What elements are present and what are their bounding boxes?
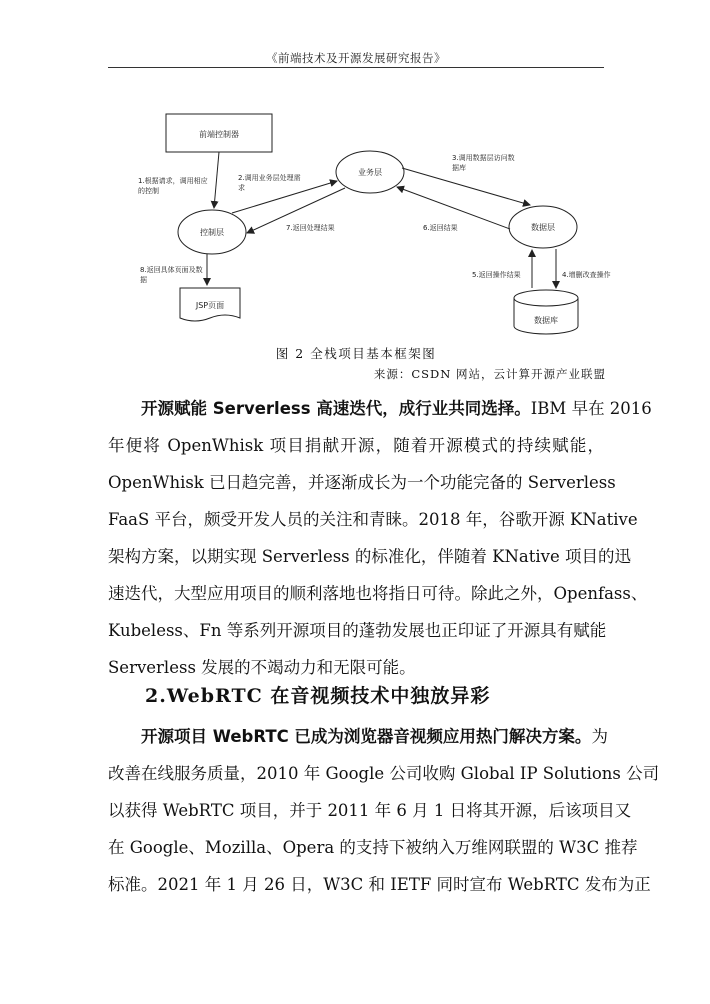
arrow-2	[232, 181, 337, 213]
edge-4-label: 4.增删改查操作	[562, 271, 611, 279]
edge-1-label-cont: 的控制	[138, 187, 159, 195]
edge-2-label-cont: 求	[238, 184, 245, 192]
full-stack-architecture-diagram	[0, 0, 710, 345]
jsp-page-label: JSP页面	[195, 301, 225, 310]
paragraph-line: 开源赋能 Serverless 高速迭代，成行业共同选择。IBM 早在 2016	[141, 399, 652, 418]
arrow-6	[397, 187, 510, 229]
edge-7-label: 7.返回处理结果	[286, 224, 335, 232]
running-header: 《前端技术及开源发展研究报告》	[266, 51, 446, 65]
section-heading-webrtc: 2.WebRTC 在音视频技术中独放异彩	[145, 685, 491, 707]
edge-2-label: 2.调用业务层处理需	[238, 174, 301, 182]
paragraph-line: 在 Google、Mozilla、Opera 的支持下被纳入万维网联盟的 W3C 推荐	[108, 838, 638, 857]
edge-6-label: 6.返回结果	[423, 224, 458, 232]
figure-caption: 图 2 全栈项目基本框架图	[275, 346, 437, 361]
database-cylinder	[514, 290, 578, 334]
paragraph-webrtc	[108, 718, 660, 903]
control-layer-label: 控制层	[200, 228, 224, 237]
edge-3-label: 3.调用数据层访问数	[452, 154, 515, 162]
figure-source: 来源：CSDN 网站，云计算开源产业联盟	[373, 367, 606, 381]
database-label: 数据库	[534, 316, 558, 325]
paragraph-line: Serverless 发展的不竭动力和无限可能。	[108, 658, 416, 677]
paragraph-line: 架构方案，以期实现 Serverless 的标准化，伴随着 KNative 项目的迅	[108, 547, 631, 566]
paragraph-line: 标准。2021 年 1 月 26 日，W3C 和 IETF 同时宣布 WebRTC 发布为正	[108, 875, 651, 894]
frontend-controller-label: 前端控制器	[199, 130, 239, 139]
paragraph-serverless	[108, 390, 652, 686]
paragraph-lead: 开源项目 WebRTC 已成为浏览器音视频应用热门解决方案。	[141, 727, 592, 746]
paragraph-line: 速迭代，大型应用项目的顺利落地也将指日可待。除此之外，Openfass、	[108, 584, 648, 603]
paragraph-line: 改善在线服务质量，2010 年 Google 公司收购 Global IP Solutions 公司	[108, 764, 660, 783]
business-layer-label: 业务层	[358, 168, 382, 177]
paragraph-line: 开源项目 WebRTC 已成为浏览器音视频应用热门解决方案。为	[141, 727, 608, 746]
arrow-3	[402, 168, 530, 205]
edge-8-label-cont: 据	[140, 276, 147, 284]
edge-3-label-cont: 据库	[452, 164, 466, 172]
paragraph-line: 年便将 OpenWhisk 项目捐献开源，随着开源模式的持续赋能，	[108, 436, 604, 455]
edge-1-label: 1.根据请求，调用相应	[138, 177, 208, 185]
edge-5-label: 5.返回操作结果	[472, 271, 521, 279]
paragraph-line: FaaS 平台，颇受开发人员的关注和青睐。2018 年，谷歌开源 KNative	[108, 510, 638, 529]
arrow-1	[214, 152, 219, 208]
data-layer-label: 数据层	[531, 223, 555, 232]
edge-8-label: 8.返回具体页面及数	[140, 266, 203, 274]
paragraph-lead: 开源赋能 Serverless 高速迭代，成行业共同选择。	[141, 399, 531, 418]
paragraph-line: 以获得 WebRTC 项目，并于 2011 年 6 月 1 日将其开源，后该项目又	[108, 801, 632, 820]
paragraph-line: OpenWhisk 已日趋完善，并逐渐成长为一个功能完备的 Serverless	[108, 473, 616, 492]
paragraph-line: Kubeless、Fn 等系列开源项目的蓬勃发展也正印证了开源具有赋能	[108, 621, 607, 640]
